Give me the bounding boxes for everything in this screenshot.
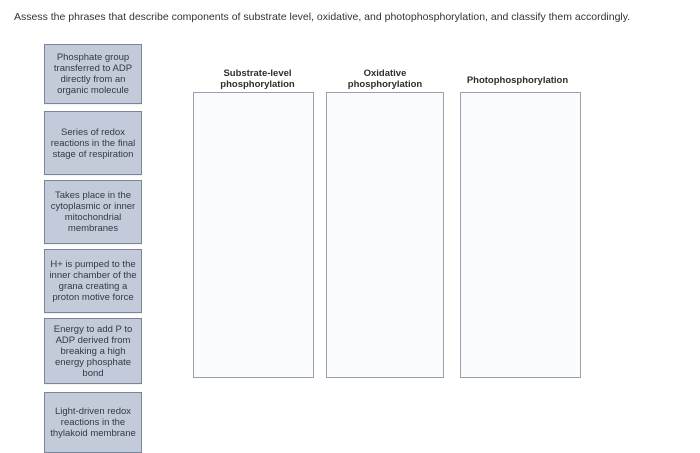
draggable-card-light-driven-redox[interactable]: Light-driven redox reactions in the thylakoid membrane xyxy=(44,392,142,453)
drop-zone-substrate-level[interactable] xyxy=(193,92,314,378)
column-header-substrate-level: Substrate-level phosphorylation xyxy=(220,68,295,90)
drop-zone-oxidative[interactable] xyxy=(326,92,444,378)
column-header-oxidative: Oxidative phosphorylation xyxy=(347,68,423,90)
draggable-card-high-energy-bond[interactable]: Energy to add P to ADP derived from breaking a high energy phosphate bond xyxy=(44,318,142,384)
column-header-photophosphorylation: Photophosphorylation xyxy=(466,75,569,86)
draggable-card-redox-series[interactable]: Series of redox reactions in the final stage of respiration xyxy=(44,111,142,175)
draggable-card-membrane-location[interactable]: Takes place in the cytoplasmic or inner mitochondrial membranes xyxy=(44,180,142,244)
drop-zone-photophosphorylation[interactable] xyxy=(460,92,581,378)
draggable-card-phosphate-group[interactable]: Phosphate group transferred to ADP directly from an organic molecule xyxy=(44,44,142,104)
draggable-card-proton-pumping[interactable]: H+ is pumped to the inner chamber of the grana creating a proton motive force xyxy=(44,249,142,313)
question-prompt: Assess the phrases that describe components of substrate level, oxidative, and photophosphorylation, and classify them accordingly. xyxy=(14,11,631,23)
